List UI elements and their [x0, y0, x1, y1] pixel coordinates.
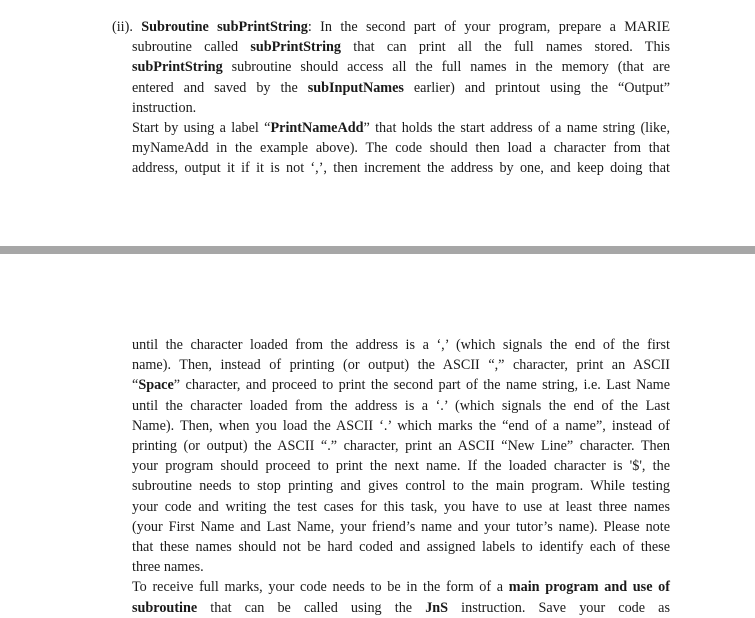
text-line: (ii). Subroutine subPrintString: In the second part of your program, prepare a MARIE: [112, 19, 670, 35]
text-line: name). Then, instead of printing (or output) the ASCII “,” character, print an ASCII: [132, 357, 670, 374]
text-line: your code and writing the test cases for this task, you have to use at least three names: [132, 498, 670, 515]
text-line: subPrintString subroutine should access all the full names in the memory (that are: [132, 59, 670, 76]
text-line: Start by using a label “PrintNameAdd” that holds the start address of a name string (like,: [132, 120, 670, 137]
text-line: To receive full marks, your code needs to be in the form of a main program and use of: [132, 579, 670, 596]
text-line: subroutine called subPrintString that can print all the full names stored. This: [132, 39, 671, 56]
page-break-divider: [0, 246, 755, 254]
text-line: that these names should not be hard coded and assigned labels to identify each of these: [132, 539, 670, 556]
text-line: myNameAdd in the example above). The code should then load a character from that: [132, 140, 670, 157]
text-line: subroutine needs to stop printing and gives control to the main program. While testing: [132, 478, 670, 495]
text-line: instruction.: [132, 99, 197, 116]
text-line: until the character loaded from the address is a ‘,’ (which signals the end of the first: [132, 337, 670, 353]
item-title: Subroutine subPrintString: [141, 19, 308, 35]
text-line: until the character loaded from the address is a ‘.’ (which signals the end of the Last: [132, 397, 670, 414]
text-line: subroutine that can be called using the JnS instruction. Save your code as: [132, 599, 670, 616]
text-line: address, output it if it is not ‘,’, then increment the address by one, and keep doing that: [132, 160, 670, 177]
continued-paragraph: [132, 335, 670, 618]
text-line: printing (or output) the ASCII “.” character, print an ASCII “New Line” character. Then: [132, 438, 670, 455]
item-marker: (ii).: [112, 19, 142, 35]
document-page-top: [0, 0, 755, 246]
text-line: three names.: [132, 559, 204, 576]
text-line: Name). Then, when you load the ASCII ‘.’ which marks the “end of a name”, instead of: [132, 417, 670, 434]
subroutine-section-ii: [112, 17, 670, 179]
text-line: (your First Name and Last Name, your friend’s name and your tutor’s name). Please note: [132, 518, 670, 535]
text-line: your program should proceed to print the next name. If the loaded character is '$', the: [132, 458, 670, 475]
text-line: entered and saved by the subInputNames earlier) and printout using the “Output”: [132, 79, 670, 96]
text-line: “Space” character, and proceed to print the second part of the name string, i.e. Last Name: [132, 377, 670, 394]
